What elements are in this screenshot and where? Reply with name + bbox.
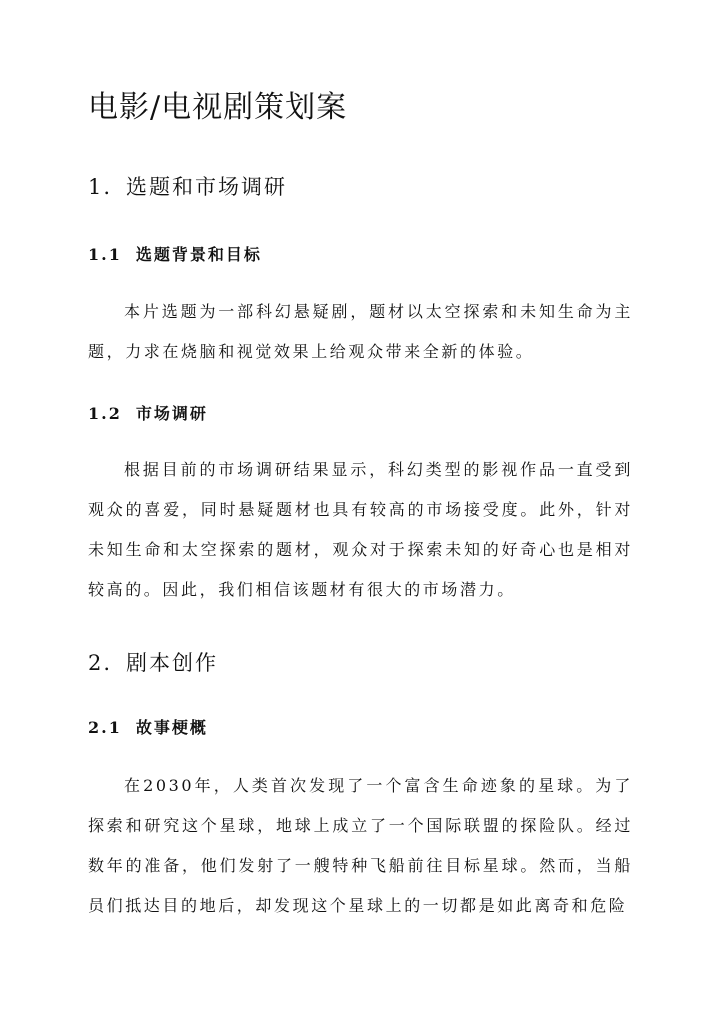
subsection-heading-1-2 (88, 402, 208, 426)
subsection-number: 1.2 (88, 404, 122, 423)
subsection-number: 2.1 (88, 718, 122, 737)
document-title: 电影/电视剧策划案 (88, 90, 348, 125)
subsection-heading-2-1 (88, 716, 208, 740)
section-number: 1. (88, 175, 113, 199)
paragraph-2-1: 在2030年，人类首次发现了一个富含生命迹象的星球。为了探索和研究这个星球，地球上成立了一个国际联盟的探险队。经过数年的准备，他们发射了一艘特种飞船前往目标星球。然而，当船员们抵达目的地后，却发现这个星球上的一切都是如此离奇和危险 (88, 776, 633, 915)
section-heading-1 (88, 172, 287, 202)
paragraph-1-1: 本片选题为一部科幻悬疑剧，题材以太空探索和未知生命为主题，力求在烧脑和视觉效果上给观众带来全新的体验。 (88, 302, 633, 361)
section-heading-2 (88, 648, 218, 678)
subsection-title: 故事梗概 (135, 718, 208, 737)
section-number: 2. (88, 651, 113, 675)
section-title: 选题和市场调研 (126, 175, 288, 199)
subsection-heading-1-1 (88, 243, 262, 267)
subsection-title: 市场调研 (135, 404, 208, 423)
subsection-title: 选题背景和目标 (135, 245, 262, 264)
subsection-number: 1.1 (88, 245, 122, 264)
paragraph-1-2: 根据目前的市场调研结果显示，科幻类型的影视作品一直受到观众的喜爱，同时悬疑题材也具有较高的市场接受度。此外，针对未知生命和太空探索的题材，观众对于探索未知的好奇心也是相对较高的。因此，我们相信该题材有很大的市场潜力。 (88, 460, 633, 599)
section-title: 剧本创作 (126, 651, 219, 675)
